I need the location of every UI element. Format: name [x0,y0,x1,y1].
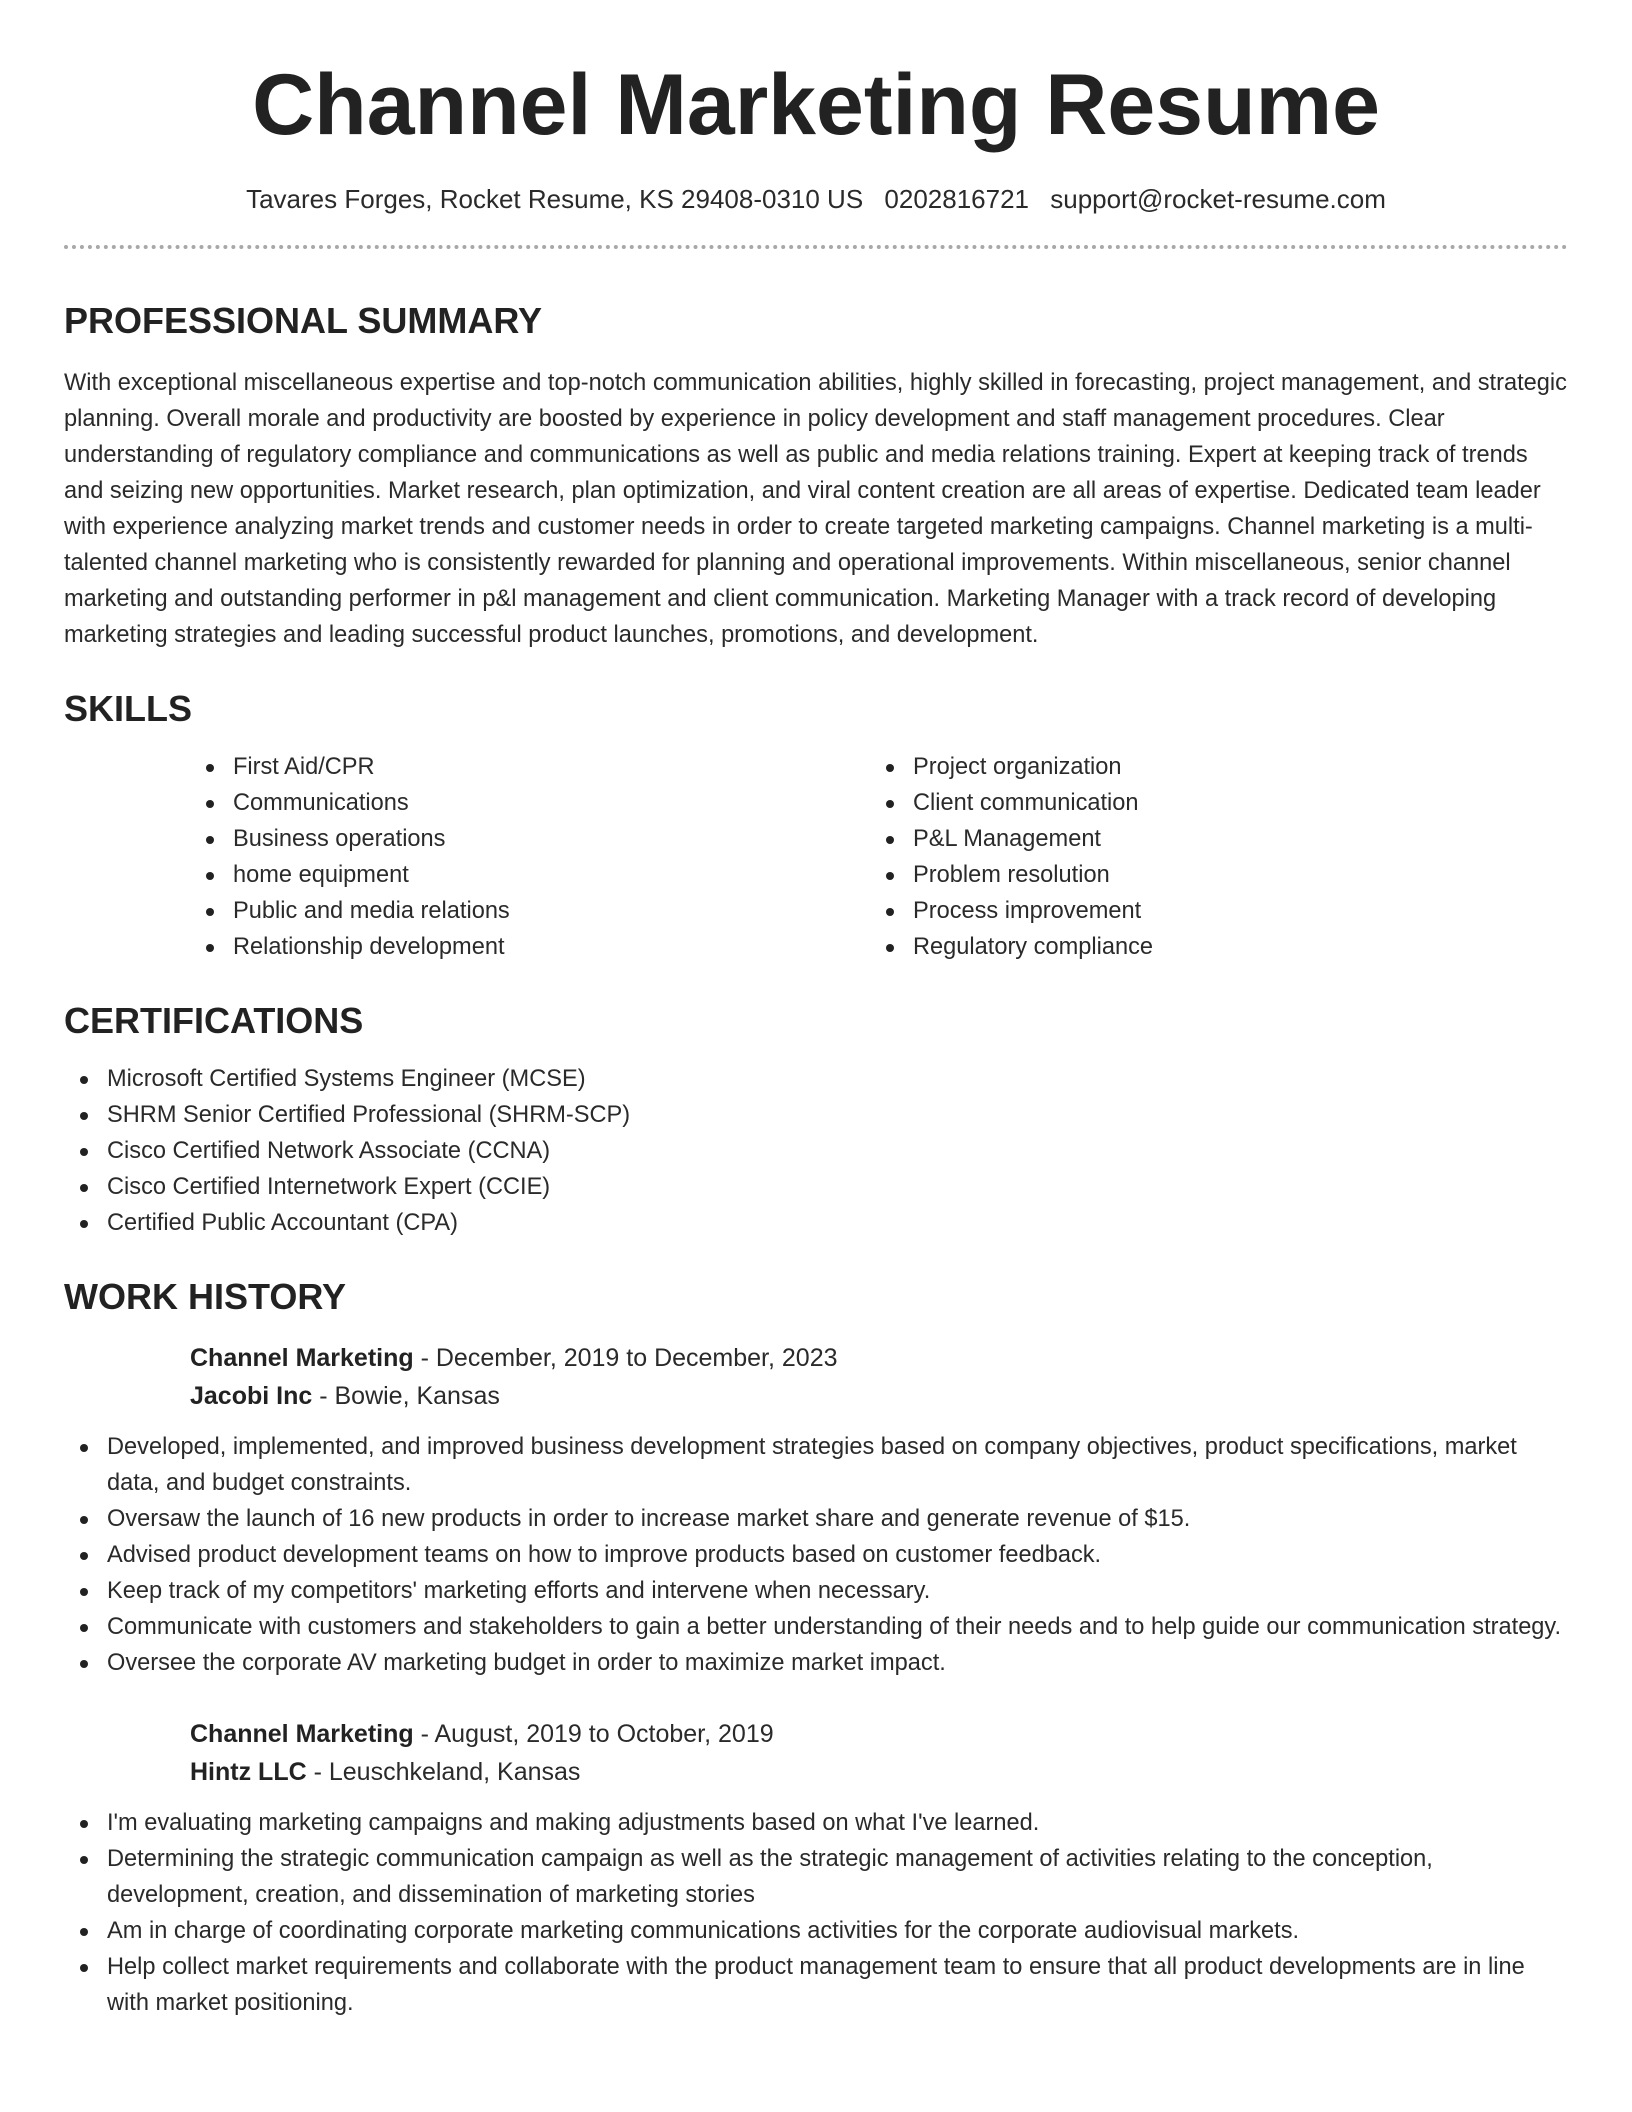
job-location: Bowie, Kansas [334,1382,500,1411]
resume-title: Channel Marketing Resume [252,57,1380,153]
job-entry [190,1715,1568,1791]
skill-item: Project organization [870,749,1550,785]
job-bullet: Advised product development teams on how to improve products based on customer feedback. [64,1537,1568,1573]
skills-column-left [190,749,870,965]
contact-phone: 0202816721 [884,184,1030,214]
job-role: Channel Marketing [190,1720,414,1749]
job-role: Channel Marketing [190,1344,414,1373]
skill-item: Communications [190,785,870,821]
job-bullet: Help collect market requirements and collaborate with the product management team to ensure that all product developments are in line with market positioning. [64,1949,1568,2021]
skill-item: Process improvement [870,893,1550,929]
skill-item: P&L Management [870,821,1550,857]
certifications-heading: CERTIFICATIONS [64,1000,364,1042]
skill-item: Relationship development [190,929,870,965]
skill-item: home equipment [190,857,870,893]
contact-line [64,184,1568,215]
certification-item: Certified Public Accountant (CPA) [64,1205,1568,1241]
job-title-line: Channel Marketing - August, 2019 to October, 2019 [190,1720,774,1749]
job-company-line: Jacobi Inc - Bowie, Kansas [190,1382,500,1411]
job-bullet: Developed, implemented, and improved business development strategies based on company objectives, product specifications, market data, and budget constraints. [64,1429,1568,1501]
certification-item: Cisco Certified Internetwork Expert (CCIE) [64,1169,1568,1205]
job-company: Hintz LLC [190,1758,307,1787]
skill-item: First Aid/CPR [190,749,870,785]
job-title-line: Channel Marketing - December, 2019 to December, 2023 [190,1344,838,1373]
job-company-line: Hintz LLC - Leuschkeland, Kansas [190,1758,581,1787]
summary-text: With exceptional miscellaneous expertise and top-notch communication abilities, highly skilled in forecasting, project management, and strategic planning. Overall morale and productivity are boosted by experience in policy development and staff management procedures. Clear understanding of regulatory compliance and communications as well as public and media relations training. Expert at keeping track of trends and seizing new opportunities. Market research, plan optimization, and viral content creation are all areas of expertise. Dedicated team leader with experience analyzing market trends and customer needs in order to create targeted marketing campaigns. Channel marketing is a multi-talented channel marketing who is consistently rewarded for planning and operational improvements. Within miscellaneous, senior channel marketing and outstanding performer in p&l management and client communication. Marketing Manager with a track record of developing marketing strategies and leading successful product launches, promotions, and development. [64,370,1567,649]
header-divider [64,245,1568,249]
certification-item: SHRM Senior Certified Professional (SHRM-SCP) [64,1097,1568,1133]
job-entry [190,1339,1568,1415]
skill-item: Business operations [190,821,870,857]
job-bullet: Oversee the corporate AV marketing budget in order to maximize market impact. [64,1645,1568,1681]
skill-item: Problem resolution [870,857,1550,893]
skill-item: Regulatory compliance [870,929,1550,965]
summary-heading: PROFESSIONAL SUMMARY [64,300,543,342]
job-bullet: Oversaw the launch of 16 new products in order to increase market share and generate revenue of $15. [64,1501,1568,1537]
skills-list [190,749,1568,965]
skills-heading: SKILLS [64,688,193,730]
job-bullets [64,1429,1568,1681]
job-company: Jacobi Inc [190,1382,313,1411]
contact-email: support@rocket-resume.com [1050,184,1386,214]
job-bullet: Keep track of my competitors' marketing efforts and intervene when necessary. [64,1573,1568,1609]
skill-item: Public and media relations [190,893,870,929]
job-dates: August, 2019 to October, 2019 [434,1720,774,1749]
contact-address: Tavares Forges, Rocket Resume, KS 29408-0310 US [246,184,864,214]
job-location: Leuschkeland, Kansas [328,1758,581,1787]
job-bullets [64,1805,1568,2021]
resume-page [64,0,1568,2021]
skills-column-right [870,749,1550,965]
job-bullet: Am in charge of coordinating corporate marketing communications activities for the corporate audiovisual markets. [64,1913,1568,1949]
skill-item: Client communication [870,785,1550,821]
certification-item: Cisco Certified Network Associate (CCNA) [64,1133,1568,1169]
job-bullet: Determining the strategic communication campaign as well as the strategic management of activities relating to the conception, development, creation, and dissemination of marketing stories [64,1841,1568,1913]
work-history-heading: WORK HISTORY [64,1276,347,1318]
job-dates: December, 2019 to December, 2023 [435,1344,838,1373]
job-bullet: I'm evaluating marketing campaigns and making adjustments based on what I've learned. [64,1805,1568,1841]
job-bullet: Communicate with customers and stakeholders to gain a better understanding of their needs and to help guide our communication strategy. [64,1609,1568,1645]
certifications-list [64,1061,1568,1241]
certification-item: Microsoft Certified Systems Engineer (MCSE) [64,1061,1568,1097]
